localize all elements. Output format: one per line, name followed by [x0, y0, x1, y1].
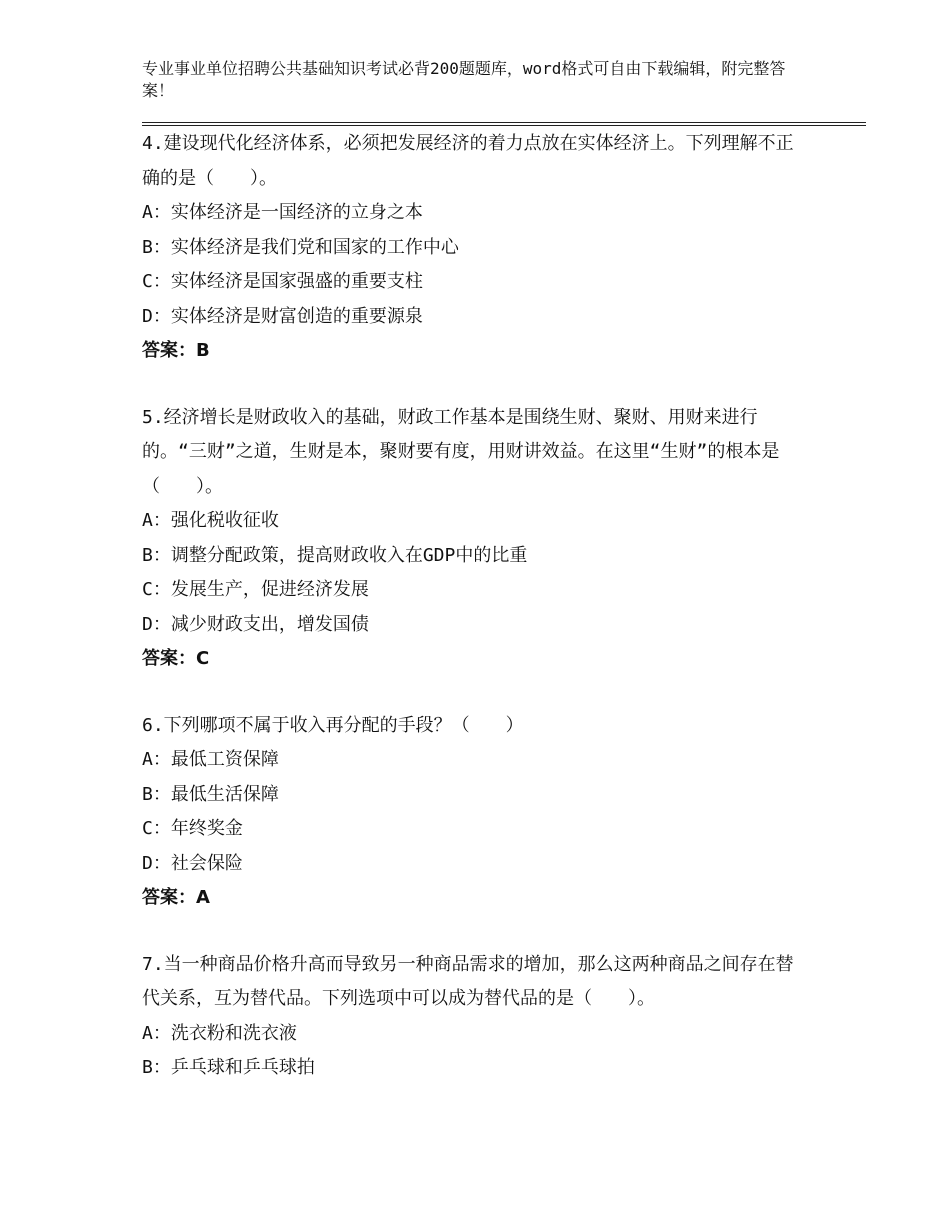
header-rule-top: [142, 122, 866, 123]
question-option: C：实体经济是国家强盛的重要支柱: [142, 271, 423, 292]
question-answer: 答案：A: [142, 887, 210, 908]
document-header: 专业事业单位招聘公共基础知识考试必背200题题库，word格式可自由下载编辑，附完整答案！: [142, 59, 786, 100]
question-option: A：实体经济是一国经济的立身之本: [142, 202, 423, 223]
question-text: 4.建设现代化经济体系，必须把发展经济的着力点放在实体经济上。下列理解不正确的是（ ）。: [142, 133, 794, 189]
question-option: C：发展生产，促进经济发展: [142, 579, 369, 600]
question-text: 5.经济增长是财政收入的基础，财政工作基本是围绕生财、聚财、用财来进行的。“三财”之道，生财是本，聚财要有度，用财讲效益。在这里“生财”的根本是（ ）。: [142, 406, 780, 497]
question-option: A：洗衣粉和洗衣液: [142, 1022, 297, 1044]
question-item: [142, 709, 802, 916]
question-option: B：实体经济是我们党和国家的工作中心: [142, 236, 459, 258]
question-option: D：减少财政支出，增发国债: [142, 613, 369, 635]
header-rule-bottom: [142, 125, 866, 126]
question-answer: 答案：B: [142, 340, 210, 361]
question-option: B：乒乓球和乒乓球拍: [142, 1057, 315, 1078]
question-answer: 答案：C: [142, 648, 210, 669]
question-item: [142, 401, 802, 677]
question-text: 6.下列哪项不属于收入再分配的手段？（ ）: [142, 714, 524, 736]
question-option: B：调整分配政策，提高财政收入在GDP中的比重: [142, 544, 528, 566]
question-option: A：强化税收征收: [142, 510, 279, 531]
question-item: [142, 948, 802, 1086]
question-option: B：最低生活保障: [142, 783, 279, 805]
question-option: A：最低工资保障: [142, 749, 279, 770]
question-option: D：实体经济是财富创造的重要源泉: [142, 305, 423, 327]
question-list: [142, 127, 802, 1118]
question-option: C：年终奖金: [142, 818, 243, 839]
question-option: D：社会保险: [142, 852, 243, 874]
question-item: [142, 127, 802, 369]
question-text: 7.当一种商品价格升高而导致另一种商品需求的增加，那么这两种商品之间存在替代关系，互为替代品。下列选项中可以成为替代品的是（ ）。: [142, 953, 794, 1009]
